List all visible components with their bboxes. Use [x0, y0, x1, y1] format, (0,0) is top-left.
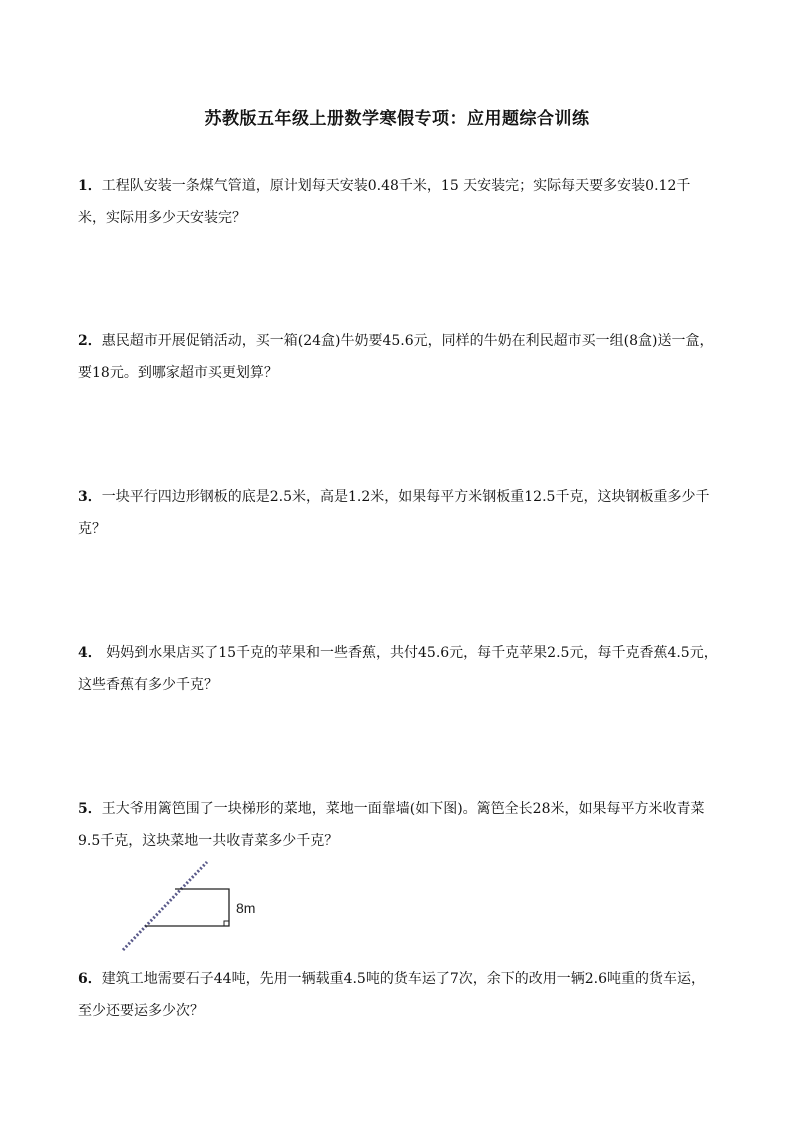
question-number: 1．: [78, 178, 102, 194]
question-number: 5．: [78, 801, 102, 817]
fence-outline: [145, 889, 229, 926]
question-text: 一块平行四边形钢板的底是2.5米，高是1.2米，如果每平方米钢板重12.5千克，这块钢板重多少千克？: [78, 489, 710, 537]
question-text: 建筑工地需要石子44吨，先用一辆载重4.5吨的货车运了7次，余下的改用一辆2.6吨重的货车运，至少还要运多少次？: [78, 971, 705, 1019]
wall-line: [123, 862, 207, 950]
question-number: 4．: [78, 645, 102, 661]
question-5: [78, 793, 718, 857]
question-number: 3．: [78, 489, 102, 505]
page-title: 苏教版五年级上册数学寒假专项：应用题综合训练: [204, 109, 590, 129]
question-text: 王大爷用篱笆围了一块梯形的菜地，菜地一面靠墙(如下图)。篱笆全长28米，如果每平方米收青菜9.5千克，这块菜地一共收青菜多少千克？: [78, 801, 705, 849]
question-text: 惠民超市开展促销活动，买一箱(24盒)牛奶要45.6元，同样的牛奶在利民超市买一组(8盒)送一盒，要18元。到哪家超市买更划算？: [78, 333, 714, 381]
question-text: 妈妈到水果店买了15千克的苹果和一些香蕉，共付45.6元，每千克苹果2.5元，每千克香蕉4.5元，这些香蕉有多少千克？: [78, 645, 718, 693]
question-4: [78, 637, 718, 701]
question-1: [78, 170, 718, 234]
question-2: [78, 325, 718, 389]
right-angle-mark: [224, 921, 229, 926]
question-3: [78, 481, 718, 545]
question-number: 6．: [78, 971, 102, 987]
question-6: [78, 963, 718, 1027]
height-label: 8m: [236, 900, 256, 916]
question-number: 2．: [78, 333, 102, 349]
trapezoid-garden-figure: [115, 858, 275, 954]
question-text: 工程队安装一条煤气管道，原计划每天安装0.48千米，15 天安装完；实际每天要多安装0.12千米，实际用多少天安装完？: [78, 178, 691, 226]
